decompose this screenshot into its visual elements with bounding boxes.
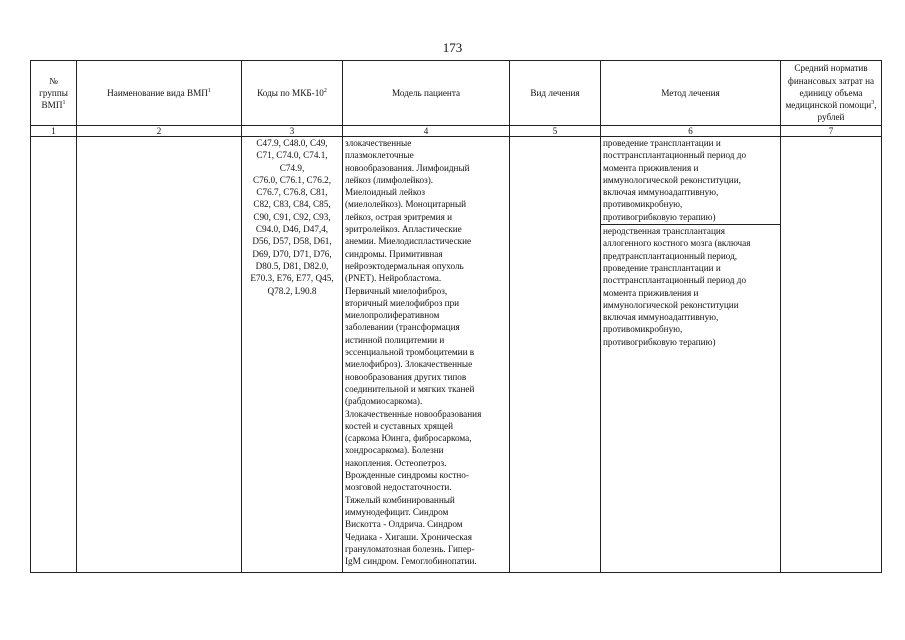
header-cost: Средний норматив финансовых затрат на единицу объема медицинской помощи$^3$, рублей [781,61,882,126]
header-model: Модель пациента [343,61,510,126]
cell-method [601,137,781,573]
header-row [31,61,882,126]
vmp-table [30,60,882,573]
method-text-2: неродственная трансплантация аллогенного костного мозга (включая предтрансплантационный период, проведение трансплантации и посттрансплантационный период до момента приживления и иммунологической реконституции включая иммуноадаптивную, противомикробную, противогрибковую терапию) [603,226,751,347]
column-number: 3 [242,126,343,137]
header-method: Метод лечения [601,61,781,126]
cell-treatment [510,137,601,573]
column-number: 1 [31,126,77,137]
header-group: № группы ВМП$^1$ [31,61,77,126]
cell-codes: C47.9, C48.0, C49, C71, C74.0, C74.1, C74.9, C76.0, C76.1, C76.2, C76.7, C76.8, C81, C82, C83, C84, C85, C90, C91, C92, C93, C94.0, D46, D47,4, D56, D57, D58, D61, D69, D70, D71, D76, D80.5, D81, D82.0, E70.3, E76, E77, Q45, Q78.2, L90.8 [242,137,343,573]
header-codes: Коды по МКБ-$10^2$ [242,61,343,126]
header-treatment: Вид лечения [510,61,601,126]
column-number: 5 [510,126,601,137]
column-number: 4 [343,126,510,137]
column-number: 2 [77,126,242,137]
header-name: Наименование вида ВМП$^1$ [77,61,242,126]
column-number-row [31,126,882,137]
cell-group [31,137,77,573]
column-number: 7 [781,126,882,137]
column-number: 6 [601,126,781,137]
table-row [31,137,882,573]
cell-name [77,137,242,573]
method-text-1: проведение трансплантации и посттрансплантационный период до момента приживления и иммунологической реконституции, включая иммуноадаптивную, противомикробную, противогрибковую терапию) [601,137,780,225]
page-number: 173 [442,40,463,55]
cell-cost [781,137,882,573]
cell-patient-model: злокачественные плазмоклеточные новообразования. Лимфоидный лейкоз (лимфолейкоз). Миелоидный лейкоз (миелолейкоз). Моноцитарный лейкоз, острая эритремия и эритролейкоз. Апластические анемии. Миелодиспластические синдромы. Примитивная нейроэктодермальная опухоль (PNET). Нейробластома. Первичный миелофиброз, вторичный миелофиброз при миелопролиферативном заболевании (трансформация истинной полицитемии и эссенциальной тромбоцитемии в миелофиброз). Злокачественные новообразования других типов соединительной и мягких тканей (рабдомиосаркома). Злокачественные новообразования костей и суставных хрящей (саркома Юинга, фибросаркома, хондросаркома). Болезни накопления. Остеопетроз. Врожденные синдромы костно- мозговой недостаточности. Тяжелый комбинированный иммунодефицит. Синдром Вискотта - Олдрича. Синдром Чедиака - Хигаши. Хроническая грануломатозная болезнь. Гипер- IgM синдром. Гемоглобинопатии. [343,137,510,573]
